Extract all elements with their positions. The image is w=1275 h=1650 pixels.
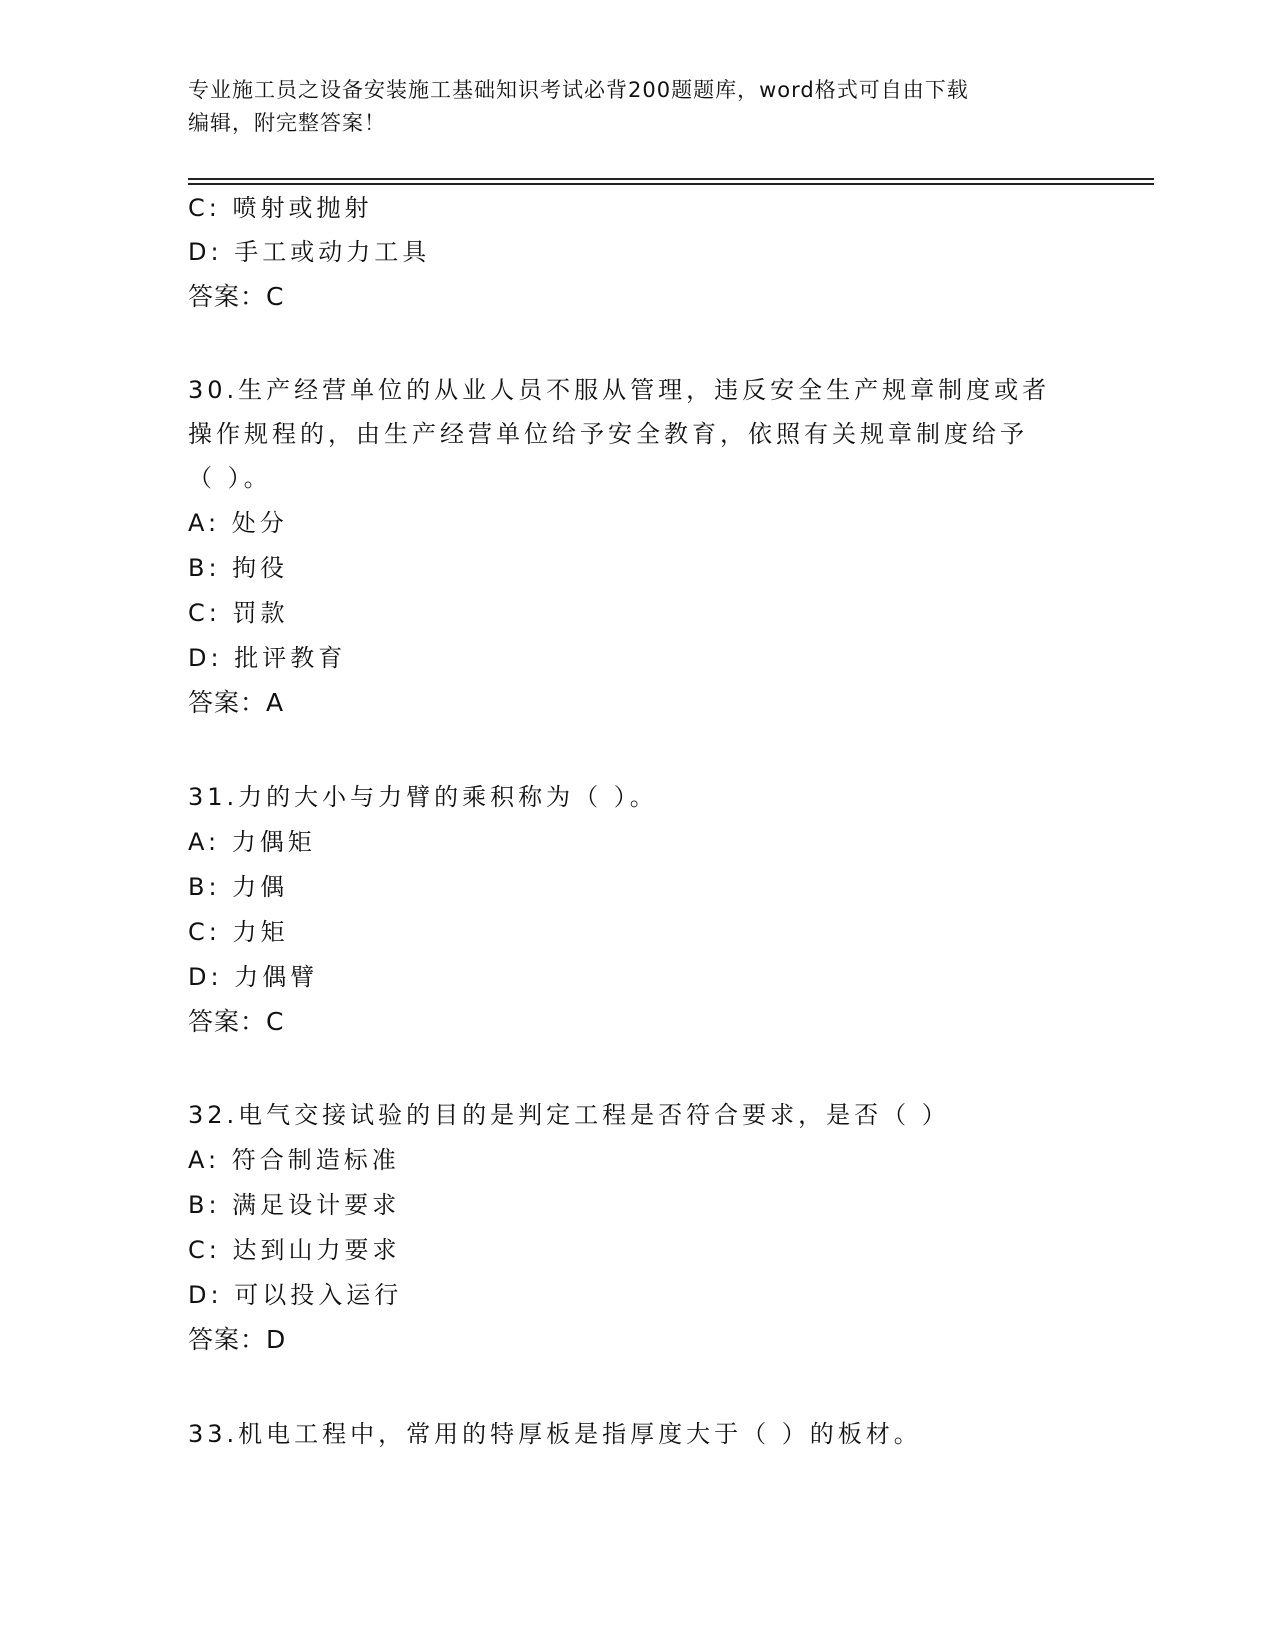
document-header <box>188 74 1088 140</box>
header-title-line-1: 专业施工员之设备安装施工基础知识考试必背200题题库，word格式可自由下载 <box>188 78 969 102</box>
q31-option-a: A: 力偶矩 <box>188 828 316 856</box>
q32-option-a: A: 符合制造标准 <box>188 1146 400 1174</box>
q29-answer: 答案：C <box>188 282 285 311</box>
q33-stem: 33.机电工程中，常用的特厚板是指厚度大于（ ）的板材。 <box>188 1420 922 1448</box>
q32-answer: 答案：D <box>188 1325 287 1354</box>
q30-stem-line-1: 30.生产经营单位的从业人员不服从管理，违反安全生产规章制度或者 <box>188 376 1051 404</box>
q32-option-b: B: 满足设计要求 <box>188 1191 401 1219</box>
q30-option-a: A: 处分 <box>188 509 288 537</box>
q31-answer: 答案：C <box>188 1007 285 1036</box>
q30-option-c: C: 罚款 <box>188 599 289 627</box>
header-divider-top <box>188 178 1154 180</box>
q31-option-c: C: 力矩 <box>188 918 289 946</box>
q32-stem: 32.电气交接试验的目的是判定工程是否符合要求，是否（ ） <box>188 1101 950 1129</box>
q30-option-d: D: 批评教育 <box>188 644 347 672</box>
q30-stem-line-2: 操作规程的，由生产经营单位给予安全教育，依照有关规章制度给予 <box>188 420 1028 448</box>
q30-stem-line-3: （ ）。 <box>188 464 272 492</box>
header-title-line-2: 编辑，附完整答案！ <box>188 111 386 135</box>
q31-stem: 31.力的大小与力臂的乘积称为（ ）。 <box>188 783 658 811</box>
q29-option-d: D: 手工或动力工具 <box>188 238 431 266</box>
q29-option-c: C: 喷射或抛射 <box>188 194 373 222</box>
q32-option-d: D: 可以投入运行 <box>188 1281 403 1309</box>
header-divider-bottom <box>188 183 1154 185</box>
q30-option-b: B: 拘役 <box>188 554 289 582</box>
q32-option-c: C: 达到山力要求 <box>188 1236 401 1264</box>
q31-option-d: D: 力偶臂 <box>188 963 319 991</box>
q31-option-b: B: 力偶 <box>188 873 289 901</box>
q30-answer: 答案：A <box>188 688 285 717</box>
